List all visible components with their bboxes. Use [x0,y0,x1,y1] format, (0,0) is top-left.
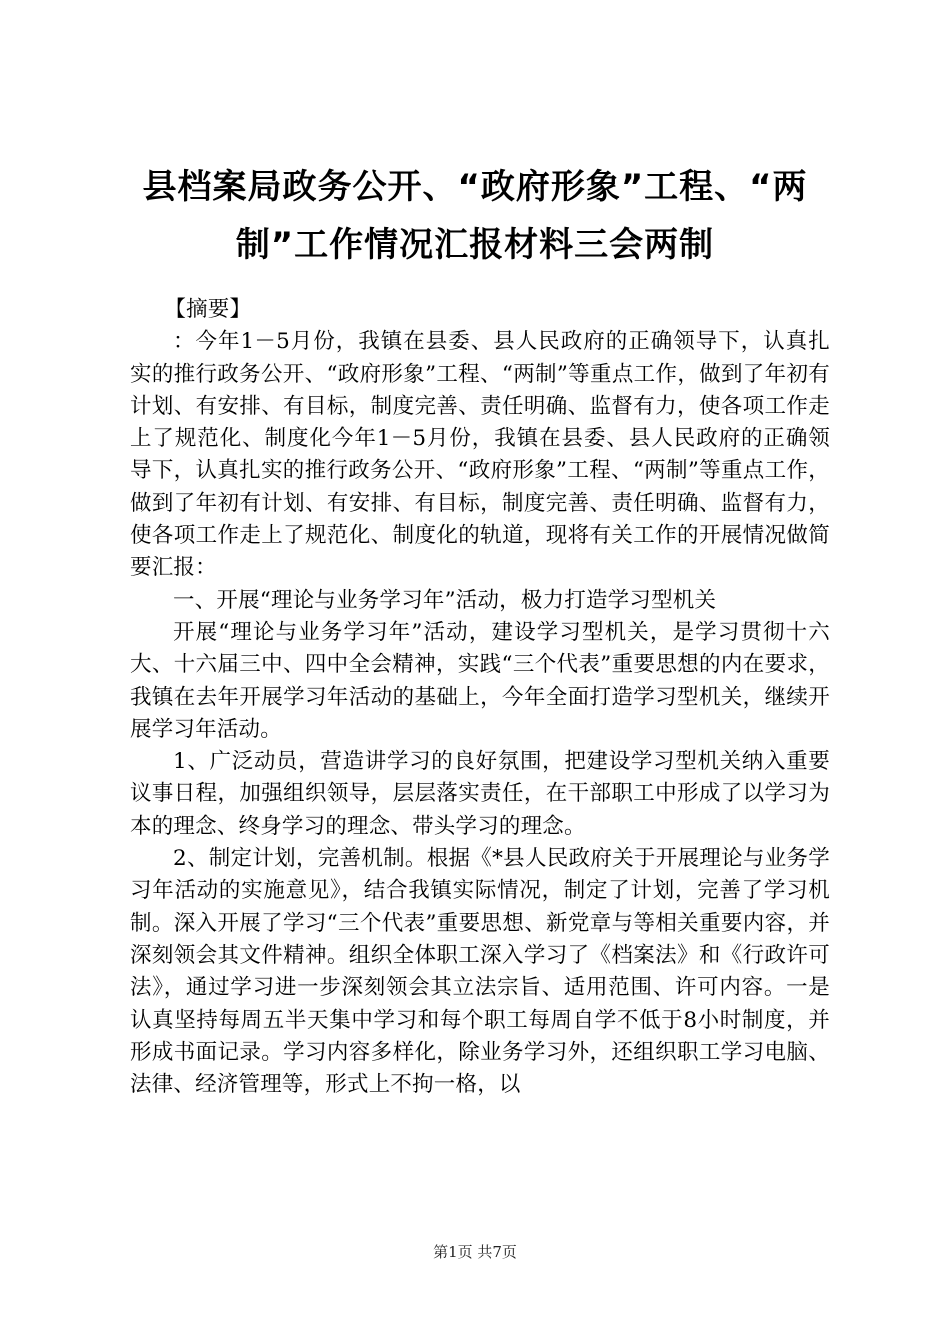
page-footer: 第1页 共7页 [433,1243,517,1261]
body-paragraph: 1、广泛动员，营造讲学习的良好氛围，把建设学习型机关纳入重要议事日程，加强组织领导，层层落实责任，在干部职工中形成了以学习为本的理念、终身学习的理念、带头学习的理念。 [130,749,830,839]
abstract-label: 【摘要】 [164,297,252,322]
document-title: 县档案局政务公开、“政府形象”工程、“两制”工作情况汇报材料三会两制 [142,167,808,265]
abstract-paragraph: ：今年1－5月份，我镇在县委、县人民政府的正确领导下，认真扎实的推行政务公开、“政府形象”工程、“两制”等重点工作，做到了年初有计划、有安排、有目标，制度完善、责任明确、监督有力，使各项工作走上了规范化、制度化今年1－5月份，我镇在县委、县人民政府的正确领导下，认真扎实的推行政务公开、“政府形象”工程、“两制”等重点工作，做到了年初有计划、有安排、有目标，制度完善、责任明确、监督有力，使各项工作走上了规范化、制度化的轨道，现将有关工作的开展情况做简要汇报： [130,329,830,581]
section-heading: 一、开展“理论与业务学习年”活动，极力打造学习型机关 [173,587,717,613]
body-paragraph: 开展“理论与业务学习年”活动，建设学习型机关，是学习贯彻十六大、十六届三中、四中全会精神，实践“三个代表”重要思想的内在要求，我镇在去年开展学习年活动的基础上，今年全面打造学习型机关，继续开展学习年活动。 [130,619,830,742]
body-paragraph: 2、制定计划，完善机制。根据《*县人民政府关于开展理论与业务学习年活动的实施意见》，结合我镇实际情况，制定了计划，完善了学习机制。深入开展了学习“三个代表”重要思想、新党章与等相关重要内容，并深刻领会其文件精神。组织全体职工深入学习了《档案法》和《行政许可法》，通过学习进一步深刻领会其立法宗旨、适用范围、许可内容。一是认真坚持每周五半天集中学习和每个职工每周自学不低于8小时制度，并形成书面记录。学习内容多样化，除业务学习外，还组织职工学习电脑、法律、经济管理等，形式上不拘一格，以 [130,846,830,1098]
document-body [130,294,830,1101]
